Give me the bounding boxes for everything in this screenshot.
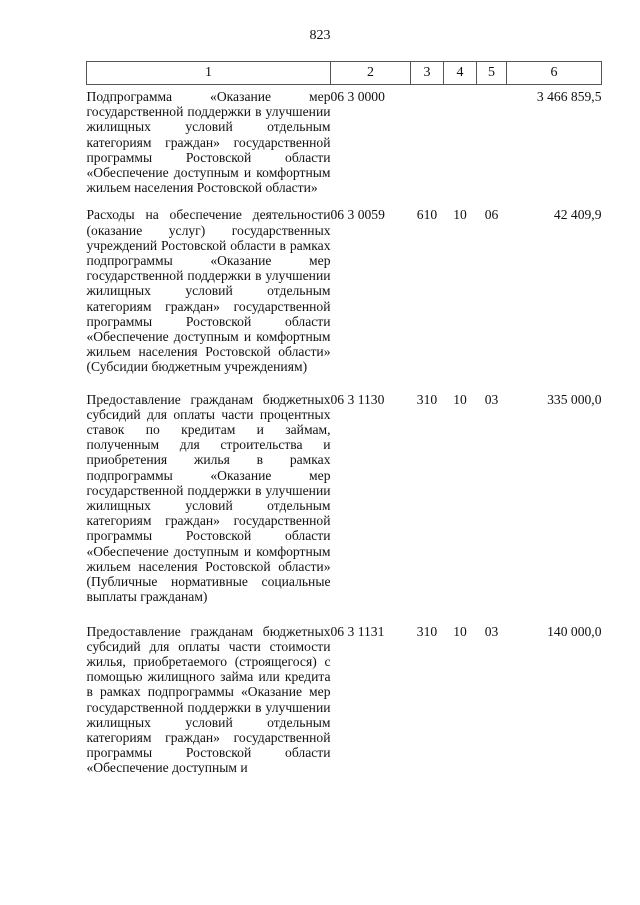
column-header-code: 2 xyxy=(331,62,411,85)
column-header-description: 1 xyxy=(87,62,331,85)
row-description: Расходы на обеспечение деятельности (оказание услуг) государственных учреждений Ростовской области в рамках подпрограммы «Оказание мер государственной поддержки в улучшении жилищных условий отдельным категориям граждан» государственной программы Ростовской области «Обеспечение доступным и комфортным жильем населения Ростовской области» (Субсидии бюджетным учреждениям) xyxy=(86,207,331,375)
column-header-section: 4 xyxy=(444,62,477,85)
column-header-subsection: 5 xyxy=(477,62,507,85)
column-header-amount: 6 xyxy=(507,62,602,85)
row-vr: 310 xyxy=(416,391,438,407)
row-subsection: 06 xyxy=(484,207,499,223)
row-code: 06 3 1130 xyxy=(330,391,385,407)
table-row xyxy=(87,388,602,620)
row-description: Подпрограмма «Оказание мер государственной поддержки в улучшении жилищных условий отдельным категориям граждан» государственной программы Ростовской области «Обеспечение доступным и комфортным жильем населения Ростовской области» xyxy=(86,89,331,196)
row-section: 10 xyxy=(453,391,467,407)
table-header-row xyxy=(87,62,602,85)
table-row xyxy=(87,85,602,204)
row-code: 06 3 0000 xyxy=(330,89,385,104)
budget-table xyxy=(86,61,602,776)
row-amount: 140 000,0 xyxy=(547,623,602,639)
row-section: 10 xyxy=(453,207,467,223)
row-amount: 335 000,0 xyxy=(547,391,602,407)
row-description: Предоставление гражданам бюджетных субсидий для оплаты части процентных ставок по кредитам и займам, полученным для строительства и приобретения жилья в рамках подпрограммы «Оказание мер государственной поддержки в улучшении жилищных условий отдельным категориям граждан» государственной программы Ростовской области «Обеспечение доступным и комфортным жильем населения Ростовской области» (Публичные нормативные социальные выплаты гражданам) xyxy=(86,391,331,605)
table-row xyxy=(87,203,602,387)
row-amount: 42 409,9 xyxy=(553,207,602,223)
row-vr xyxy=(411,85,444,204)
row-section: 10 xyxy=(453,623,467,639)
row-vr: 310 xyxy=(416,623,438,639)
row-vr: 610 xyxy=(416,207,438,223)
column-header-vr: 3 xyxy=(411,62,444,85)
row-section xyxy=(444,85,477,204)
page-number: 823 xyxy=(309,28,331,43)
row-code: 06 3 0059 xyxy=(330,207,385,223)
row-subsection: 03 xyxy=(484,391,499,407)
row-description: Предоставление гражданам бюджетных субсидий для оплаты части стоимости жилья, приобретаемого (строящегося) с помощью жилищного займа или кредита в рамках подпрограммы «Оказание мер государственной поддержки в улучшении жилищных условий отдельным категориям граждан» государственной программы Ростовской области «Обеспечение доступным и xyxy=(86,623,331,776)
row-code: 06 3 1131 xyxy=(330,623,385,639)
table-row xyxy=(87,620,602,776)
row-subsection xyxy=(477,85,507,204)
row-amount: 3 466 859,5 xyxy=(536,89,602,104)
row-subsection: 03 xyxy=(484,623,499,639)
